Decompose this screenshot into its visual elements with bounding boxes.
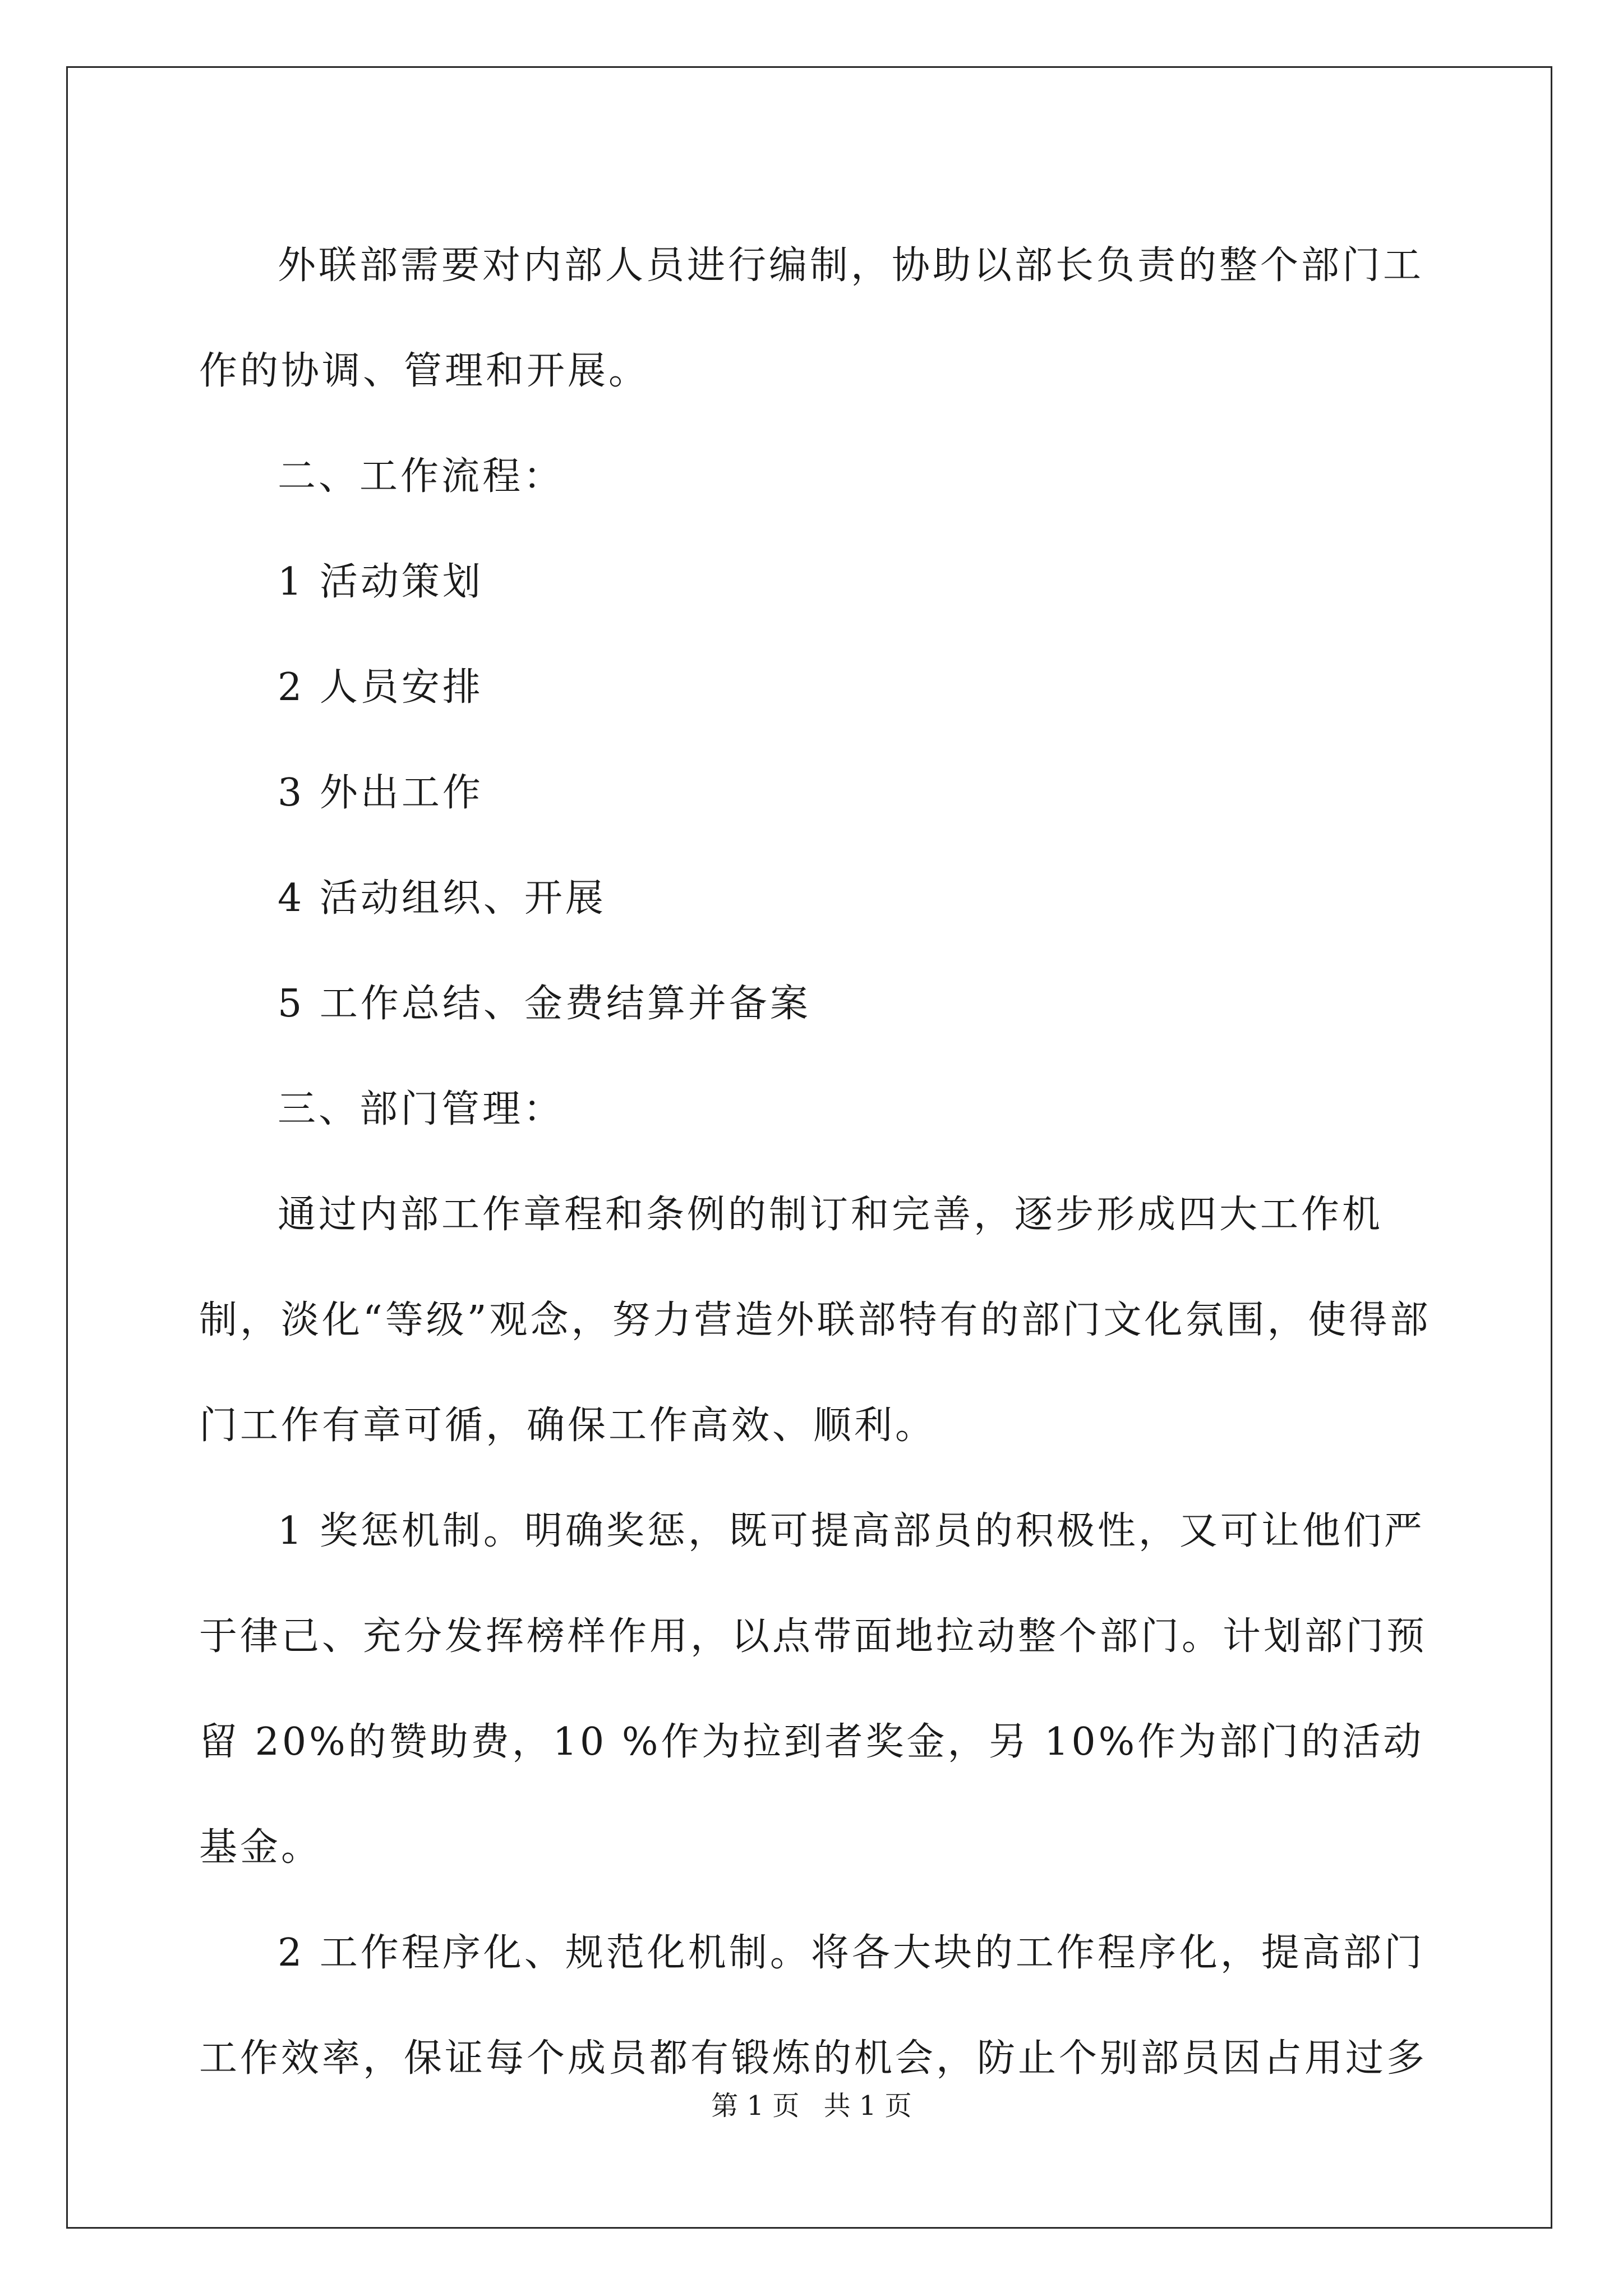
page-total: 共 1 页	[823, 2090, 912, 2122]
document-body	[199, 213, 1461, 2111]
paragraph-staffing: 外联部需要对内部人员进行编制，协助以部长负责的整个部门工作的协调、管理和开展。	[199, 243, 1424, 393]
paragraph-standardization: 2 工作程序化、规范化机制。将各大块的工作程序化，提高部门工作效率，保证每个成员都有锻炼的机会，防止个别部员因占用过多	[199, 1931, 1428, 2081]
workflow-step-2: 2 人员安排	[278, 665, 483, 710]
workflow-step-4: 4 活动组织、开展	[278, 876, 606, 921]
workflow-step-3: 3 外出工作	[278, 771, 483, 815]
page-footer	[0, 2084, 1623, 2123]
paragraph-reward-punishment: 1 奖惩机制。明确奖惩，既可提高部员的积极性，又可让他们严于律己、充分发挥榜样作用，以点带面地拉动整个部门。计划部门预留 20%的赞助费，10 %作为拉到者奖金，另 10%作为部门的活动基金。	[199, 1509, 1428, 1870]
workflow-step-1: 1 活动策划	[278, 560, 483, 604]
workflow-step-5: 5 工作总结、金费结算并备案	[278, 982, 811, 1026]
page-number: 第 1 页	[711, 2090, 800, 2122]
heading-department-management: 三、部门管理：	[278, 1087, 565, 1131]
paragraph-mechanisms: 通过内部工作章程和条例的制订和完善，逐步形成四大工作机制，淡化“等级”观念，努力营造外联部特有的部门文化氛围，使得部门工作有章可循，确保工作高效、顺利。	[199, 1193, 1431, 1448]
heading-workflow: 二、工作流程：	[278, 454, 565, 499]
